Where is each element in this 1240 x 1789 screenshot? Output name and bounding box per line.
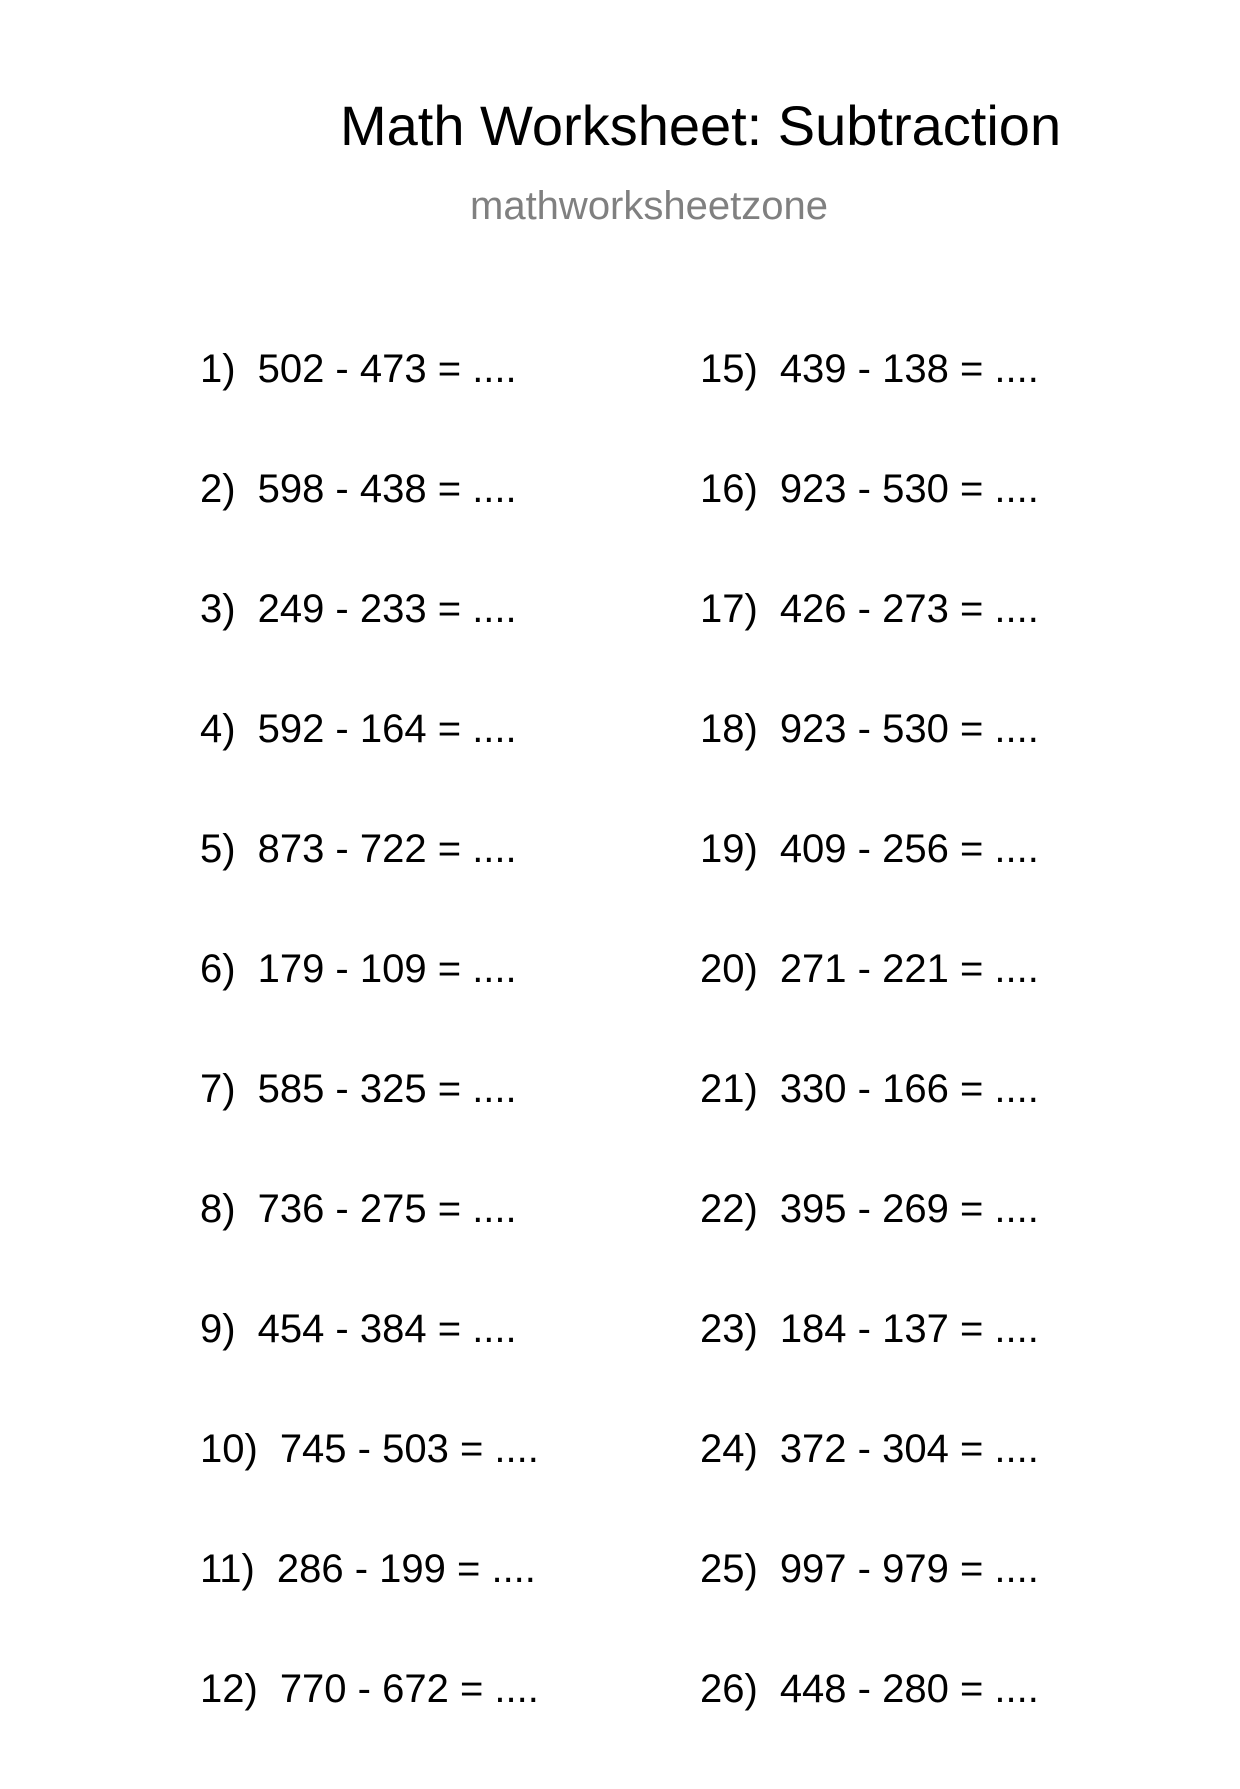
problem-item	[700, 949, 1039, 1069]
problem-expression: 439 - 138 = ....	[779, 347, 1039, 391]
problem-item	[200, 1189, 539, 1309]
problem-number: 11)	[200, 1547, 255, 1591]
problem-expression: 271 - 221 = ....	[779, 947, 1039, 991]
problem-item	[200, 949, 539, 1069]
problem-expression: 179 - 109 = ....	[257, 947, 517, 991]
problem-item	[200, 1549, 539, 1669]
problem-expression: 997 - 979 = ....	[779, 1547, 1039, 1591]
problem-item	[700, 709, 1039, 829]
problem-item	[200, 349, 539, 469]
problem-expression: 249 - 233 = ....	[257, 587, 517, 631]
problem-number: 17)	[700, 587, 758, 631]
problem-item	[700, 1429, 1039, 1549]
problem-number: 2)	[200, 467, 236, 511]
problem-expression: 372 - 304 = ....	[779, 1427, 1039, 1471]
problem-number: 7)	[200, 1067, 236, 1111]
problem-number: 8)	[200, 1187, 236, 1231]
problem-item	[700, 349, 1039, 469]
problem-item	[700, 1189, 1039, 1309]
problem-expression: 598 - 438 = ....	[257, 467, 517, 511]
problem-number: 20)	[700, 947, 758, 991]
problem-item	[200, 1429, 539, 1549]
problem-number: 9)	[200, 1307, 236, 1351]
problem-number: 1)	[200, 347, 236, 391]
problem-expression: 745 - 503 = ....	[279, 1427, 539, 1471]
problem-number: 26)	[700, 1667, 758, 1711]
problem-expression: 585 - 325 = ....	[257, 1067, 517, 1111]
problem-number: 24)	[700, 1427, 758, 1471]
problem-number: 4)	[200, 707, 236, 751]
problem-expression: 923 - 530 = ....	[779, 707, 1039, 751]
page-title: Math Worksheet: Subtraction	[340, 94, 1062, 157]
problem-item	[200, 709, 539, 829]
problem-expression: 873 - 722 = ....	[257, 827, 517, 871]
problem-expression: 184 - 137 = ....	[779, 1307, 1039, 1351]
problem-expression: 454 - 384 = ....	[257, 1307, 517, 1351]
problem-number: 10)	[200, 1427, 258, 1471]
problem-number: 15)	[700, 347, 758, 391]
problem-item	[200, 829, 539, 949]
problem-expression: 770 - 672 = ....	[279, 1667, 539, 1711]
problem-number: 23)	[700, 1307, 758, 1351]
problem-item	[200, 589, 539, 709]
problem-expression: 426 - 273 = ....	[779, 587, 1039, 631]
problem-item	[700, 589, 1039, 709]
problem-column-left	[200, 349, 539, 1789]
problem-expression: 502 - 473 = ....	[257, 347, 517, 391]
problem-item	[200, 469, 539, 589]
problem-expression: 330 - 166 = ....	[779, 1067, 1039, 1111]
worksheet-header	[0, 0, 1240, 260]
problem-number: 22)	[700, 1187, 758, 1231]
problem-item	[700, 1309, 1039, 1429]
problem-column-right	[700, 349, 1039, 1789]
problem-number: 12)	[200, 1667, 258, 1711]
problem-expression: 592 - 164 = ....	[257, 707, 517, 751]
problem-expression: 286 - 199 = ....	[276, 1547, 536, 1591]
problem-item	[700, 469, 1039, 589]
site-name: mathworksheetzone	[470, 184, 828, 228]
problem-number: 21)	[700, 1067, 758, 1111]
problem-expression: 395 - 269 = ....	[779, 1187, 1039, 1231]
problem-number: 3)	[200, 587, 236, 631]
problem-number: 16)	[700, 467, 758, 511]
problem-item	[200, 1069, 539, 1189]
problem-item	[200, 1309, 539, 1429]
problem-item	[700, 1669, 1039, 1789]
problem-item	[700, 829, 1039, 949]
problem-expression: 736 - 275 = ....	[257, 1187, 517, 1231]
problem-item	[700, 1069, 1039, 1189]
problem-expression: 923 - 530 = ....	[779, 467, 1039, 511]
problem-item	[200, 1669, 539, 1789]
problem-expression: 448 - 280 = ....	[779, 1667, 1039, 1711]
problem-number: 25)	[700, 1547, 758, 1591]
problem-number: 5)	[200, 827, 236, 871]
problem-item	[700, 1549, 1039, 1669]
problem-number: 19)	[700, 827, 758, 871]
problem-number: 6)	[200, 947, 236, 991]
problem-number: 18)	[700, 707, 758, 751]
problem-expression: 409 - 256 = ....	[779, 827, 1039, 871]
